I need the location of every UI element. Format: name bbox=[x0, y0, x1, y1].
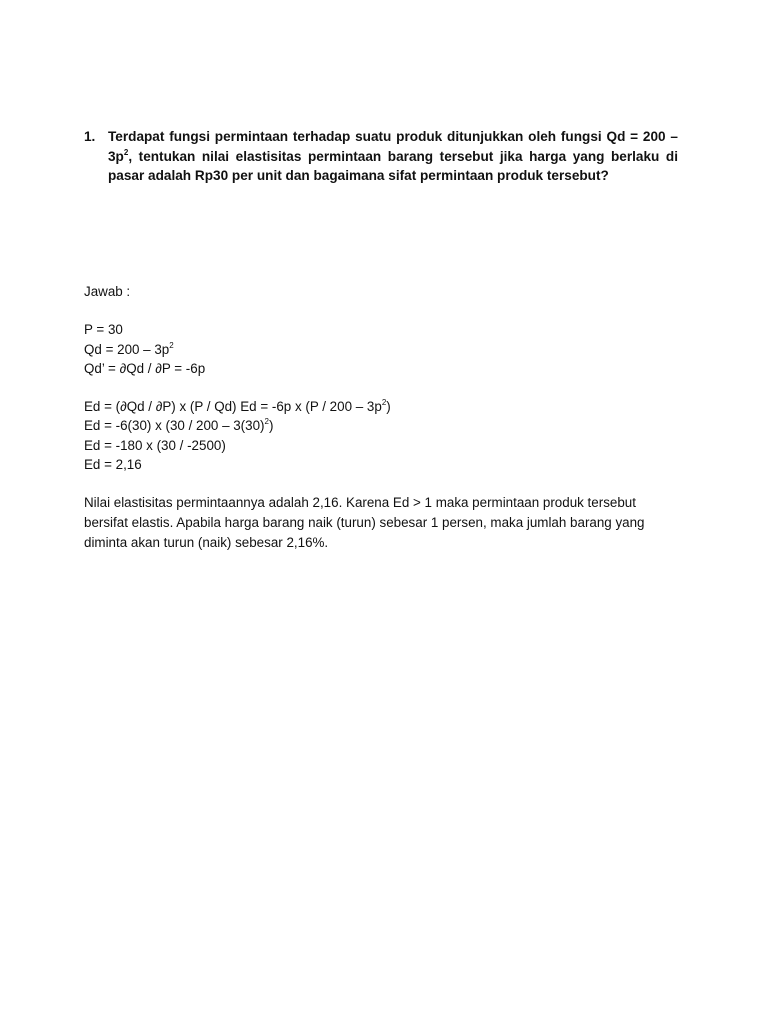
question-number: 1. bbox=[84, 129, 96, 144]
question-text bbox=[108, 127, 678, 186]
equation-elasticity-substituted-text: Ed = -6(30) x (30 / 200 – 3(30) bbox=[84, 418, 265, 434]
equation-elasticity-formula-text: Ed = (∂Qd / ∂P) x (P / Qd) Ed = -6p x (P / 200 – 3p bbox=[84, 399, 382, 415]
conclusion-paragraph: Nilai elastisitas permintaannya adalah 2,16. Karena Ed > 1 maka permintaan produk tersebut bersifat elastis. Apabila harga barang naik (turun) sebesar 1 persen, maka jumlah barang yang diminta akan turun (naik) sebesar 2,16%. bbox=[84, 495, 645, 550]
equation-elasticity-formula-exponent: 2 bbox=[381, 398, 387, 408]
equation-derivative: Qd’ = ∂Qd / ∂P = -6p bbox=[84, 360, 206, 376]
equation-demand bbox=[84, 340, 684, 359]
spacer bbox=[84, 378, 684, 397]
question-text-part2: , tentukan nilai elastisitas permintaan barang tersebut jika harga yang berlaku di pasar adalah Rp30 per unit dan bagaimana sifat permintaan produk tersebut? bbox=[108, 148, 678, 183]
spacer bbox=[84, 474, 684, 493]
equation-elasticity-formula bbox=[84, 397, 684, 416]
equation-price: P = 30 bbox=[84, 322, 123, 338]
question-item bbox=[84, 127, 678, 186]
question-exponent: 2 bbox=[123, 147, 129, 157]
equation-demand-exponent: 2 bbox=[169, 340, 174, 350]
equation-elasticity-formula-close: ) bbox=[386, 399, 391, 415]
equation-elasticity-substituted bbox=[84, 416, 684, 435]
answer-heading: Jawab : bbox=[84, 284, 131, 299]
answer-section bbox=[84, 282, 684, 553]
equation-elasticity-simplified: Ed = -180 x (30 / -2500) bbox=[84, 437, 226, 453]
equation-elasticity-result: Ed = 2,16 bbox=[84, 456, 142, 472]
equation-elasticity-substituted-close: ) bbox=[268, 418, 274, 434]
equation-demand-text: Qd = 200 – 3p bbox=[84, 341, 170, 357]
spacer bbox=[84, 301, 684, 320]
equation-elasticity-substituted-exponent: 2 bbox=[264, 417, 269, 427]
question-text-part1: Terdapat fungsi permintaan terhadap suatu produk ditunjukkan oleh fungsi Qd = 200 – 3p bbox=[108, 129, 678, 164]
